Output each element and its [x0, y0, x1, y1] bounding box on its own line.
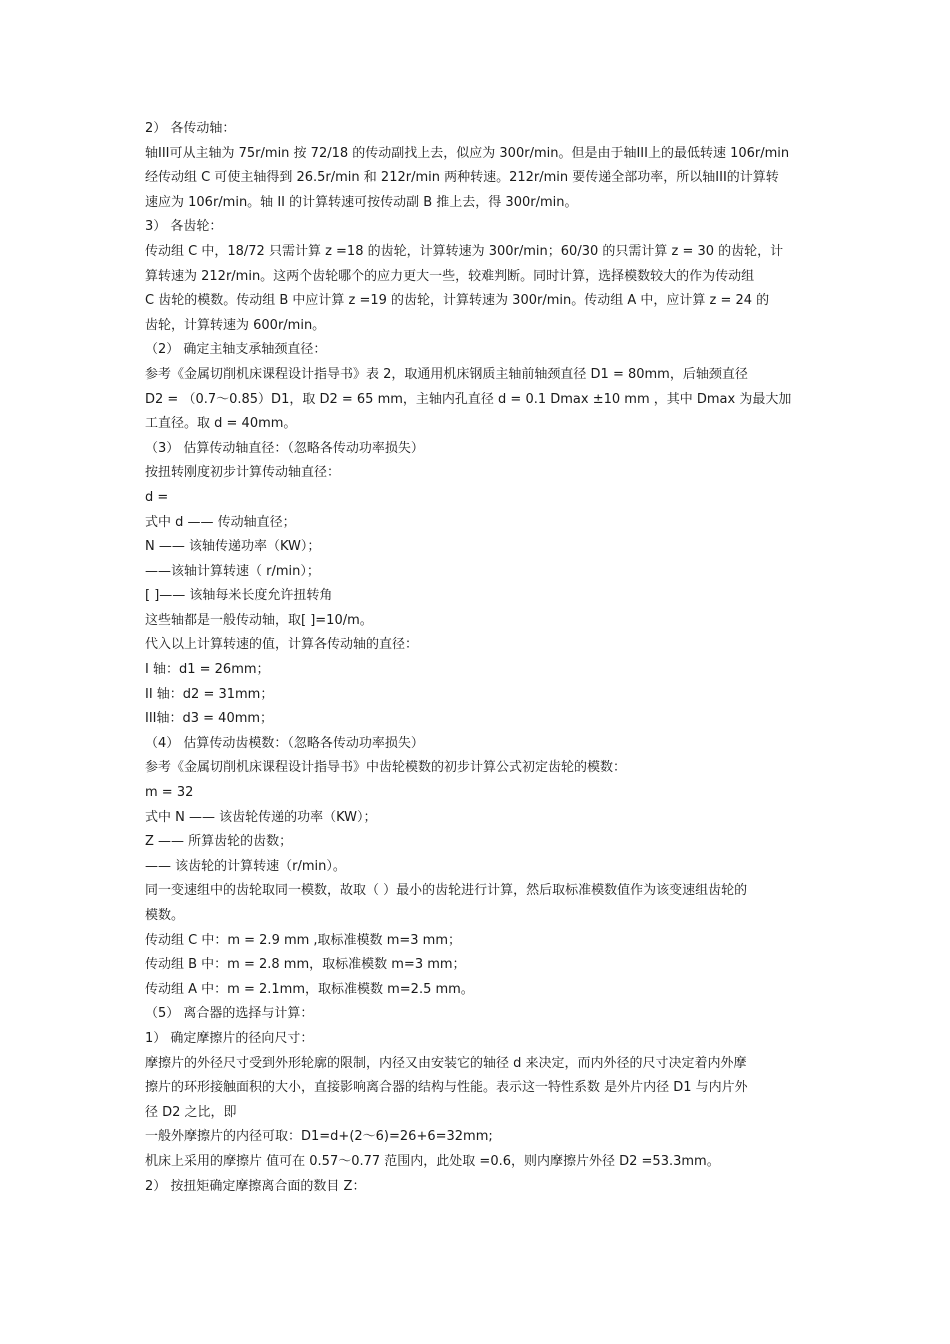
text-line: （5） 离合器的选择与计算： [145, 1006, 314, 1022]
text-line: 传动组 C 中：m = 2.9 mm ,取标准模数 m=3 mm； [145, 932, 461, 948]
text-line: 传动组 C 中，18/72 只需计算 z =18 的齿轮，计算转速为 300r/min；60/30 的只需计算 z = 30 的齿轮，计 [145, 243, 784, 259]
document-body [145, 117, 808, 1199]
text-line: 轴III可从主轴为 75r/min 按 72/18 的传动副找上去，似应为 300r/min。但是由于轴III上的最低转速 106r/min [145, 145, 790, 161]
text-line: 式中 N —— 该齿轮传递的功率（KW）； [145, 809, 377, 825]
text-line: Z —— 所算齿轮的齿数； [145, 834, 293, 850]
text-line: 3） 各齿轮： [145, 219, 223, 235]
text-line: 传动组 A 中：m = 2.1mm，取标准模数 m=2.5 mm。 [145, 981, 474, 997]
text-line: （3） 估算传动轴直径：（忽略各传动功率损失） [145, 440, 424, 456]
text-line: m = 32 [145, 785, 194, 801]
text-line: C 齿轮的模数。传动组 B 中应计算 z =19 的齿轮，计算转速为 300r/min。传动组 A 中，应计算 z = 24 的 [145, 293, 770, 309]
text-line: 参考《金属切削机床课程设计指导书》中齿轮模数的初步计算公式初定齿轮的模数： [145, 760, 627, 776]
text-line: 速应为 106r/min。轴 II 的计算转速可按传动副 B 推上去，得 300r/min。 [145, 194, 578, 210]
text-line: （4） 估算传动齿模数：（忽略各传动功率损失） [145, 735, 424, 751]
text-line: 代入以上计算转速的值，计算各传动轴的直径： [145, 637, 419, 653]
text-line: d = [145, 489, 169, 505]
text-line: 按扭转刚度初步计算传动轴直径： [145, 465, 341, 481]
text-line: 擦片的环形接触面积的大小，直接影响离合器的结构与性能。表示这一特性系数 是外片内径 D1 与内片外 [145, 1080, 748, 1096]
text-line: 同一变速组中的齿轮取同一模数，故取（ ）最小的齿轮进行计算，然后取标准模数值作为该变速组齿轮的 [145, 883, 748, 899]
text-line: 一般外摩擦片的内径可取：D1=d+(2～6)=26+6=32mm; [145, 1129, 493, 1145]
text-line: 式中 d —— 传动轴直径； [145, 514, 296, 530]
text-line: II 轴：d2 = 31mm； [145, 686, 274, 702]
text-line: 传动组 B 中：m = 2.8 mm，取标准模数 m=3 mm； [145, 957, 466, 973]
text-line: 模数。 [145, 908, 185, 923]
text-line: 这些轴都是一般传动轴，取[ ]=10/m。 [145, 612, 373, 628]
text-line: 摩擦片的外径尺寸受到外形轮廓的限制，内径又由安装它的轴径 d 来决定，而内外径的尺寸决定着内外摩 [145, 1055, 747, 1071]
text-line: 径 D2 之比，即 [145, 1104, 237, 1120]
text-line: III轴：d3 = 40mm； [145, 711, 274, 727]
text-line: I 轴：d1 = 26mm； [145, 662, 270, 678]
text-line: D2 = （0.7～0.85）D1，取 D2 = 65 mm，主轴内孔直径 d = 0.1 Dmax ±10 mm ，其中 Dmax 为最大加 [145, 391, 792, 407]
text-line: （2） 确定主轴支承轴颈直径： [145, 342, 327, 358]
text-line: 2） 按扭矩确定摩擦离合面的数目 Z： [145, 1178, 366, 1194]
text-line: [ ]—— 该轴每米长度允许扭转角 [145, 588, 333, 604]
text-line: 工直径。取 d = 40mm。 [145, 416, 297, 432]
text-line: 机床上采用的摩擦片 值可在 0.57～0.77 范围内，此处取 =0.6，则内摩擦片外径 D2 =53.3mm。 [145, 1153, 720, 1169]
text-line: —— 该齿轮的计算转速（r/min）。 [145, 858, 346, 874]
text-line: ——该轴计算转速（ r/min）； [145, 563, 320, 579]
text-line: 2） 各传动轴： [145, 121, 236, 136]
text-line: 1） 确定摩擦片的径向尺寸： [145, 1030, 314, 1046]
text-line: 齿轮，计算转速为 600r/min。 [145, 317, 326, 333]
text-line: 算转速为 212r/min。这两个齿轮哪个的应力更大一些，较难判断。同时计算，选择模数较大的作为传动组 [145, 268, 755, 284]
text-line: 参考《金属切削机床课程设计指导书》表 2，取通用机床钢质主轴前轴颈直径 D1 = 80mm，后轴颈直径 [145, 366, 748, 382]
text-line: N —— 该轴传递功率（KW）； [145, 539, 321, 555]
text-line: 经传动组 C 可使主轴得到 26.5r/min 和 212r/min 两种转速。212r/min 要传递全部功率，所以轴III的计算转 [145, 170, 779, 186]
